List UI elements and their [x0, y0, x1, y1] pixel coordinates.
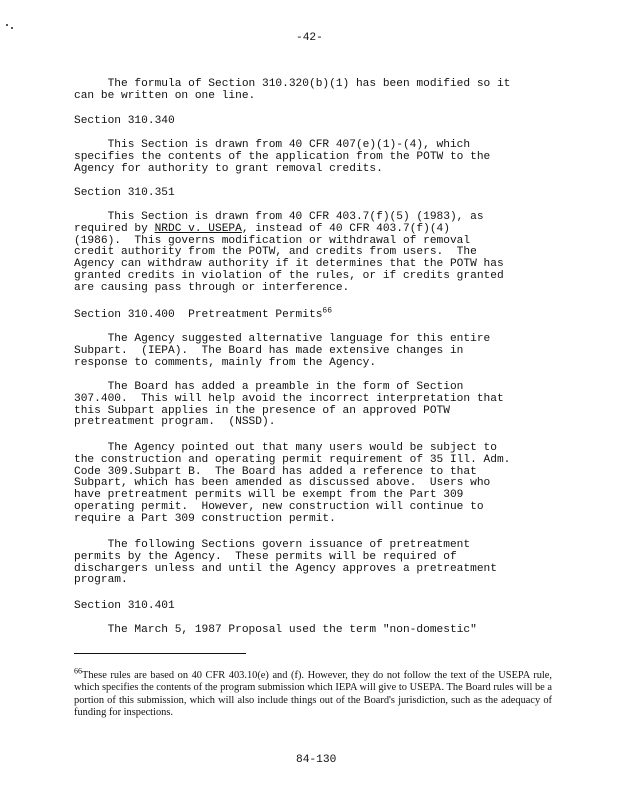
paragraph-following-sections: The following Sections govern issuance of pretreatment permits by the Agency. These permits will be required of dischargers unless and until the Agency approves a pretreatment program.	[74, 539, 497, 587]
case-citation-nrdc-v-usepa: NRDC v. USEPA	[154, 222, 242, 235]
paragraph-310-351	[74, 212, 546, 295]
page-identifier: 84-130	[296, 754, 337, 766]
footnote-mark: 66	[74, 666, 82, 676]
paragraph-preamble: The Board has added a preamble in the form of Section 307.400. This will help avoid the incorrect interpretation that this Subpart applies in the presence of an approved POTW pretreatment program. (NSSD).	[74, 381, 504, 429]
section-heading-310-351: Section 310.351	[74, 187, 175, 199]
page-number: -42-	[296, 32, 323, 44]
footnote-reference-66: 66	[322, 306, 333, 316]
section-heading-310-340: Section 310.340	[74, 115, 175, 127]
scan-speck-marks	[6, 24, 14, 30]
section-heading-310-401: Section 310.401	[74, 600, 175, 612]
paragraph-310-351-part-b: , instead of 40 CFR 403.7(f)(4) (1986). This governs modification or withdrawal of removal credit authority from the POTW, and credits from users. The Agency can withdraw authority if it determines that the POTW has granted credits in violation of the rules, or if credits granted are causing pass through or interference.	[74, 222, 504, 294]
section-heading-310-400	[74, 306, 546, 322]
paragraph-formula: The formula of Section 310.320(b)(1) has been modified so it can be written on one line.	[74, 78, 511, 102]
paragraph-310-351-part-a: This Section is drawn from 40 CFR 403.7(f)(5) (1983), as required by	[74, 211, 484, 235]
paragraph-march-proposal: The March 5, 1987 Proposal used the term "non-domestic"	[74, 624, 477, 636]
paragraph-agency-pointed-out: The Agency pointed out that many users would be subject to the construction and operating permit requirement of 35 Ill. Adm. Code 309.Subpart B. The Board has added a reference to that Subpart, which has been amended as discussed above. Users who have pretreatment permits will be exempt from the Part 309 operating permit. However, new construction will continue to require a Part 309 construction permit.	[74, 442, 511, 525]
section-heading-310-400-text: Section 310.400 Pretreatment Permits	[74, 309, 323, 321]
paragraph-310-340: This Section is drawn from 40 CFR 407(e)(1)-(4), which specifies the contents of the application from the POTW to the Agency for authority to grant removal credits.	[74, 139, 491, 175]
footnote-text: These rules are based on 40 CFR 403.10(e) and (f). However, they do not follow the text of the USEPA rule, which specifies the contents of the program submission which IEPA will give to USEPA. The Board rules will be a portion of this submission, which will also include things out of the Board's jurisdiction, such as the adequacy of funding for inspections.	[74, 670, 552, 719]
footnote-66	[74, 666, 552, 720]
paragraph-agency-suggested: The Agency suggested alternative language for this entire Subpart. (IEPA). The Board has made extensive changes in response to comments, mainly from the Agency.	[74, 333, 491, 369]
footnote-divider	[74, 653, 246, 654]
